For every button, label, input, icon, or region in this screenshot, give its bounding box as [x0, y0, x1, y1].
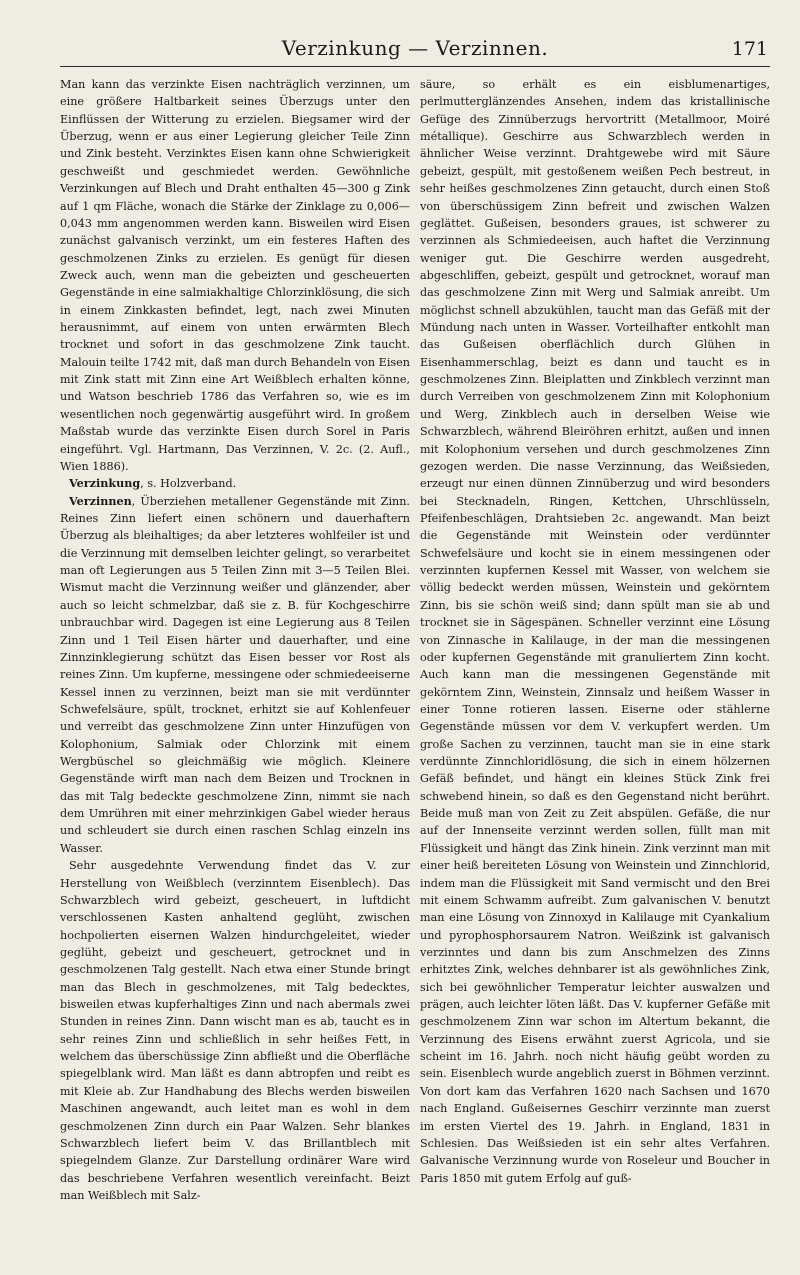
- paragraph: [420, 76, 770, 1187]
- running-head-title: Verzinkung — Verzinnen.: [281, 36, 549, 60]
- entry-verzinkung: [60, 475, 410, 492]
- paragraph-text: säure, so erhält es ein eisblumenartiges, perlmutterglänzendes Ansehen, indem das kristallinische Gefüge des Zinnüberzugs hervortritt (Metallmoor, Moiré métallique). Geschirre aus Schwarzblech werden in ähnlicher Weise verzinnt. Drahtgewebe wird mit Säure gebeizt, gespült, mit gestoßenem weißen Pech bestreut, in sehr heißes geschmolzenes Zinn getaucht, durch einen Stoß von überschüssigem Zinn befreit und zwischen Walzen geglättet. Gußeisen, besonders graues, ist schwerer zu verzinnen als Schmiedeeisen, auch haftet die Verzinnung weniger gut. Die Geschirre werden ausgedreht, abgeschliffen, gebeizt, gespült und getrocknet, worauf man das geschmolzene Zinn mit Werg und Salmiak anreibt. Um möglichst schnell abzukühlen, taucht man das Gefäß mit der Mündung nach unten in Wasser. Vorteilhafter entkohlt man das Gußeisen oberflächlich durch Glühen in Eisenhammerschlag, beizt es dann und taucht es in geschmolzenes Zinn. Bleiplatten und Zinkblech verzinnt man durch Verreiben von geschmolzenem Zinn mit Kolophonium und Werg, Zinkblech auch in derselben Weise wie Schwarzblech, während Bleiröhren erhitzt, außen und innen mit Kolophonium versehen und durch geschmolzenes Zinn gezogen werden. Die nasse Verzinnung, das Weißsieden, erzeugt nur einen dünnen Zinnüberzug und wird besonders bei Stecknadeln, Ringen, Kettchen, Uhrschlüsseln, Pfeifenbeschlägen, Drahtsieben 2c. angewandt. Man beizt die Gegenstände mit Weinstein oder verdünnter Schwefelsäure und kocht sie in einem messingenen oder verzinnten kupfernen Kessel mit Wasser, von welchem sie völlig bedeckt werden müssen, Weinstein und gekörntem Zinn, bis sie schön weiß sind; dann spült man sie ab und trocknet sie in Sägespänen. Schneller verzinnt eine Lösung von Zinnasche in Kalilauge, in der man die messingenen oder kupfernen Gegenstände mit granuliertem Zinn kocht. Auch kann man die messingenen Gegenstände mit gekörntem Zinn, Weinstein, Zinnsalz und heißem Wasser in einer Tonne rotieren lassen. Eiserne oder stählerne Gegenstände müssen vor dem V. verkupfert werden. Um große Sachen zu verzinnen, taucht man sie in eine stark verdünnte Zinnchloridlösung, die sich in einem hölzernen Gefäß befindet, und hängt ein kleines Stück Zink frei schwebend hinein, so daß es den Gegenstand nicht berührt. Beide muß man von Zeit zu Zeit abspülen. Gefäße, die nur auf der Innenseite verzinnt werden sollen, füllt man mit Flüssigkeit und hängt das Zink hinein. Zink verzinnt man mit einer heiß bereiteten Lösung von Weinstein und Zinnchlorid, indem man die Flüssigkeit mit Sand vermischt und den Brei mit einem Schwamm aufreibt. Zum galvanischen V. benutzt man eine Lösung von Zinnoxyd in Kalilauge mit Cyankalium und pyrophosphorsaurem Natron. Weißzink ist galvanisch verzinntes und dann bis zum Anschmelzen des Zinns erhitztes Zink, welches dehnbarer ist als gewöhnliches Zink, sich bei gewöhnlicher Temperatur leichter auswalzen und prägen, auch leichter löten läßt. Das V. kupferner Gefäße mit geschmolzenem Zinn war schon im Altertum bekannt, die Verzinnung des Eisens erwähnt zuerst Agricola, und sie scheint im 16. Jahrh. noch nicht häufig geübt worden zu sein. Eisenblech wurde angeblich zuerst in Böhmen verzinnt. Von dort kam das Verfahren 1620 nach Sachsen und 1670 nach England. Gußeisernes Geschirr verzinnte man zuerst im ersten Viertel des 19. Jahrh. in England, 1831 in Schlesien. Das Weißsieden ist ein sehr altes Verfahren. Galvanische Verzinnung wurde von Roseleur und Boucher in Paris 1850 mit gutem Erfolg auf guß-: [420, 78, 770, 1185]
- text-columns: [60, 76, 770, 1261]
- paragraph-text: , s. Holzverband.: [140, 477, 237, 491]
- page-number: 171: [731, 38, 768, 60]
- entry-term: Verzinkung: [68, 476, 141, 491]
- paragraph-text: , Überziehen metallener Gegenstände mit Zinn. Reines Zinn liefert einen schönern und dauerhaftern Überzug als bleihaltiges; da aber letzteres wohlfeiler ist und die Verzinnung mit demselben leichter gelingt, so verarbeitet man oft Legierungen aus 5 Teilen Zinn mit 3—5 Teilen Blei. Wismut macht die Verzinnung weißer und glänzender, aber auch so leicht schmelzbar, daß sie z. B. für Kochgeschirre unbrauchbar wird. Dagegen ist eine Legierung aus 8 Teilen Zinn und 1 Teil Eisen härter und dauerhafter, und eine Zinnzinklegierung schützt das Eisen besser vor Rost als reines Zinn. Um kupferne, messingene oder schmiedeeiserne Kessel innen zu verzinnen, beizt man sie mit verdünnter Schwefelsäure, spült, trocknet, erhitzt sie auf Kohlenfeuer und verreibt das geschmolzene Zinn unter Hinzufügen von Kolophonium, Salmiak oder Chlorzink mit einem Wergbüschel so gleichmäßig wie möglich. Kleinere Gegenstände wirft man nach dem Beizen und Trocknen in das mit Talg bedeckte geschmolzene Zinn, nimmt sie nach dem Umrühren mit einer mehrzinkigen Gabel wieder heraus und schleudert sie durch einen raschen Schlag einzeln ins Wasser.: [60, 494, 410, 855]
- right-column: [420, 76, 770, 1261]
- paragraph: [60, 857, 410, 1204]
- paragraph-text: Sehr ausgedehnte Verwendung findet das V. zur Herstellung von Weißblech (verzinntem Eisenblech). Das Schwarzblech wird gebeizt, gescheuert, in luftdicht verschlossenen Kasten anhaltend geglüht, zwischen hochpolierten eisernen Walzen hindurchgeleitet, wieder geglüht, gebeizt und gescheuert, getrocknet und in geschmolzenen Talg gestellt. Nach etwa einer Stunde bringt man das Blech in geschmolzenes, mit Talg bedecktes, bisweilen etwas kupferhaltiges Zinn und nach abermals zwei Stunden in reines Zinn. Dann wischt man es ab, taucht es in sehr reines Zinn und schließlich in sehr heißes Fett, in welchem das überschüssige Zinn abfließt und die Oberfläche spiegelblank wird. Man läßt es dann abtropfen und reibt es mit Kleie ab. Zur Handhabung des Blechs werden bisweilen Maschinen angewandt, auch leitet man es wohl in dem geschmolzenen Zinn durch ein Paar Walzen. Sehr blankes Schwarzblech liefert beim V. das Brillantblech mit spiegelndem Glanze. Zur Darstellung ordinärer Ware wird das beschriebene Verfahren wesentlich vereinfacht. Beizt man Weißblech mit Salz-: [60, 859, 410, 1202]
- entry-verzinnen: [60, 493, 410, 858]
- paragraph: [60, 76, 410, 475]
- entry-term: Verzinnen: [68, 493, 132, 508]
- paragraph-text: Man kann das verzinkte Eisen nachträglich verzinnen, um eine größere Haltbarkeit seines Überzugs unter den Einflüssen der Witterung zu erzielen. Biegsamer wird der Überzug, wenn er aus einer Legierung gleicher Teile Zinn und Zink besteht. Verzinktes Eisen kann ohne Schwierigkeit geschweißt und geschmiedet werden. Gewöhnliche Verzinkungen auf Blech und Draht enthalten 45—300 g Zink auf 1 qm Fläche, wonach die Stärke der Zinklage zu 0,006—0,043 mm angenommen werden kann. Bisweilen wird Eisen zunächst galvanisch verzinkt, um ein festeres Haften des geschmolzenen Zinks zu erzielen. Es genügt für diesen Zweck auch, wenn man die gebeizten und gescheuerten Gegenstände in eine salmiakhaltige Chlorzinklösung, die sich in einem Zinkkasten befindet, legt, nach zwei Minuten herausnimmt, auf einem von unten erwärmten Blech trocknet und sofort in das geschmolzene Zink taucht. Malouin teilte 1742 mit, daß man durch Behandeln von Eisen mit Zink statt mit Zinn eine Art Weißblech erhalten könne, und Watson beschrieb 1786 das Verfahren so, wie es im wesentlichen noch gegenwärtig ausgeführt wird. In großem Maßstab wurde das verzinkte Eisen durch Sorel in Paris eingeführt. Vgl. Hartmann, Das Verzinnen, V. 2c. (2. Aufl., Wien 1886).: [60, 78, 410, 473]
- running-header: [60, 30, 770, 67]
- left-column: [60, 76, 410, 1261]
